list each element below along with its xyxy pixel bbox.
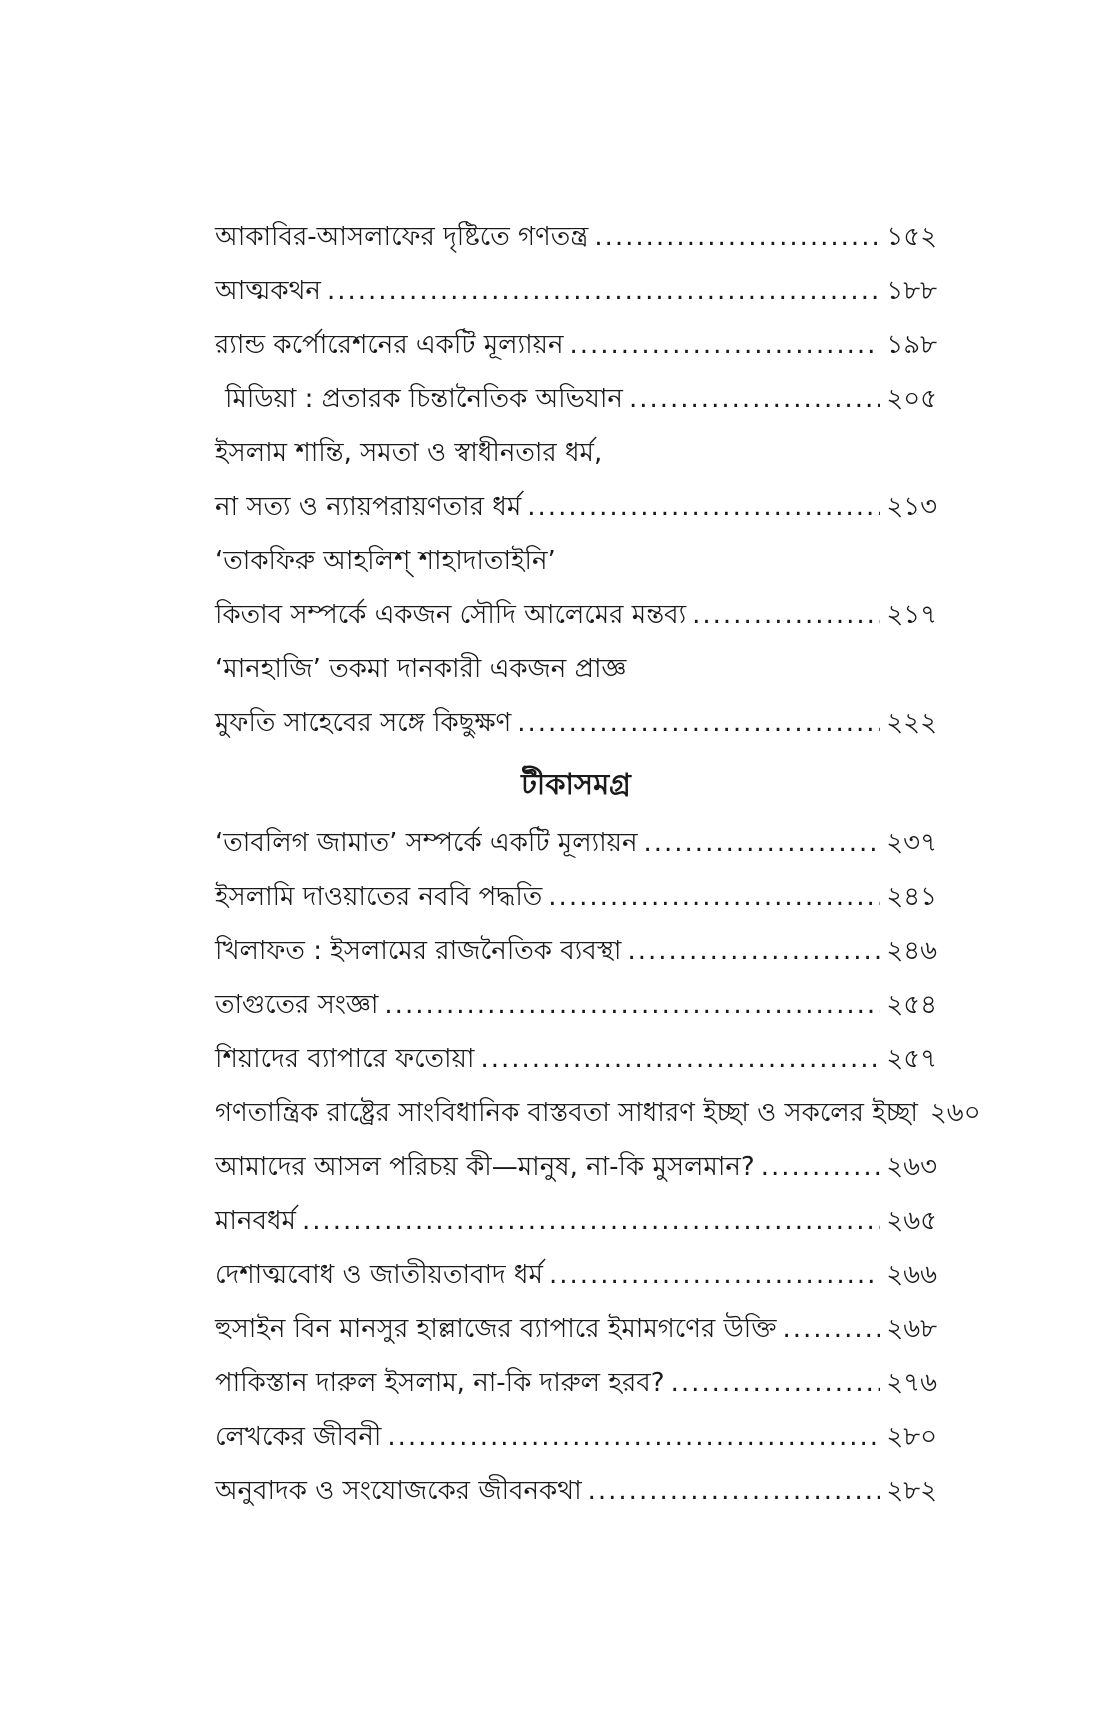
toc-entry	[215, 210, 937, 264]
toc-entry	[215, 696, 937, 750]
dot-leader	[549, 1248, 880, 1302]
toc-entry-title: র‍্যান্ড কর্পোরেশনের একটি মূল্যায়ন	[215, 330, 564, 360]
toc-entry-first-line	[215, 642, 937, 696]
dot-leader	[643, 816, 880, 870]
toc-entry-title: অনুবাদক ও সংযোজকের জীবনকথা	[215, 1476, 582, 1506]
dot-leader	[594, 210, 880, 264]
toc-entry	[215, 1464, 937, 1518]
toc-entry	[215, 978, 937, 1032]
toc-entry-page: ২৬৮	[886, 1314, 937, 1344]
toc-entry-page: ২০৫	[886, 384, 937, 414]
section-heading: টীকাসমগ্র	[521, 767, 631, 801]
dot-leader	[782, 1302, 880, 1356]
dot-leader	[480, 1032, 880, 1086]
toc-entry-page: ১৮৮	[886, 276, 937, 306]
toc-entry-page: ২৩৭	[886, 828, 937, 858]
toc-entry	[215, 1140, 937, 1194]
dot-leader	[671, 1356, 881, 1410]
toc-entry-page: ২৫৪	[886, 990, 937, 1020]
toc-entry	[215, 1032, 937, 1086]
dot-leader	[569, 318, 880, 372]
toc-entry	[215, 480, 937, 534]
toc-entry-title: ইসলাম শান্তি, সমতা ও স্বাধীনতার ধর্ম,	[215, 438, 603, 468]
toc-entry-page: ২৬৬	[886, 1260, 937, 1290]
toc-entry	[215, 1410, 937, 1464]
toc-entry	[215, 264, 937, 318]
toc-entry-title: শিয়াদের ব্যাপারে ফতোয়া	[215, 1044, 475, 1074]
dot-leader	[627, 924, 880, 978]
toc-entry	[215, 1356, 937, 1410]
toc-entry-title: মুফতি সাহেবের সঙ্গে কিছুক্ষণ	[215, 708, 512, 738]
dot-leader	[548, 870, 880, 924]
toc-entry-title: কিতাব সম্পর্কে একজন সৌদি আলেমের মন্তব্য	[215, 600, 687, 630]
dot-leader	[384, 978, 880, 1032]
toc-entry-page: ২৪৬	[886, 936, 937, 966]
toc-entry	[215, 372, 937, 426]
toc-entry-page: ২১৭	[886, 600, 937, 630]
toc-entry-page: ২২২	[886, 708, 937, 738]
toc-entry-page: ২৮০	[886, 1422, 937, 1452]
toc-entry-page: ২৭৬	[886, 1368, 937, 1398]
dot-leader	[327, 264, 880, 318]
toc-entry-page: ১৫২	[886, 222, 937, 252]
toc-entry-page: ২৪১	[886, 882, 937, 912]
dot-leader	[761, 1140, 881, 1194]
toc-entry-title: পাকিস্তান দারুল ইসলাম, না-কি দারুল হরব?	[215, 1368, 665, 1398]
toc-entry	[215, 318, 937, 372]
dot-leader	[527, 480, 880, 534]
toc-entry	[215, 1086, 981, 1140]
dot-leader	[517, 696, 880, 750]
toc-entry-page: ২৬৩	[886, 1152, 937, 1182]
toc-entry-title: আত্মকথন	[215, 276, 321, 306]
toc-entry-title: লেখকের জীবনী	[215, 1422, 382, 1452]
toc-entry-page: ২৮২	[886, 1476, 937, 1506]
toc-entry	[215, 1194, 937, 1248]
table-of-contents	[215, 210, 981, 1518]
toc-entry-first-line	[215, 426, 937, 480]
toc-entry	[215, 1302, 937, 1356]
toc-entry	[215, 870, 937, 924]
toc-entry-title: খিলাফত : ইসলামের রাজনৈতিক ব্যবস্থা	[215, 936, 622, 966]
toc-entry-page: ২৫৭	[886, 1044, 937, 1074]
dot-leader	[302, 1194, 880, 1248]
toc-entry-title: গণতান্ত্রিক রাষ্ট্রের সাংবিধানিক বাস্তবতা সাধারণ ইচ্ছা ও সকলের ইচ্ছা	[215, 1098, 918, 1128]
toc-entry-title: ইসলামি দাওয়াতের নববি পদ্ধতি	[215, 882, 543, 912]
dot-leader	[588, 1464, 881, 1518]
toc-entry	[215, 816, 937, 870]
toc-entry-title: আমাদের আসল পরিচয় কী—মানুষ, না-কি মুসলমান?	[215, 1152, 755, 1182]
toc-entry-page: ২১৩	[886, 492, 937, 522]
toc-entry-first-line	[215, 534, 937, 588]
dot-leader	[629, 372, 880, 426]
toc-entry-title: না সত্য ও ন্যায়পরায়ণতার ধর্ম	[215, 492, 522, 522]
toc-entry-page: ২৬০	[929, 1098, 981, 1128]
toc-entry-title: ‘তাকফিরু আহলিশ্ শাহাদাতাইনি’	[215, 546, 556, 576]
toc-entry-title: ‘তাবলিগ জামাত’ সম্পর্কে একটি মূল্যায়ন	[215, 828, 638, 858]
dot-leader	[692, 588, 880, 642]
toc-entry-title: মিডিয়া : প্রতারক চিন্তানৈতিক অভিযান	[225, 384, 623, 414]
toc-entry-title: দেশাত্মবোধ ও জাতীয়তাবাদ ধর্ম	[215, 1260, 543, 1290]
toc-entry-page: ২৬৫	[886, 1206, 937, 1236]
toc-entry-page: ১৯৮	[886, 330, 937, 360]
toc-entry-title: হুসাইন বিন মানসুর হাল্লাজের ব্যাপারে ইমামগণের উক্তি	[215, 1314, 777, 1344]
toc-entry-title: ‘মানহাজি’ তকমা দানকারী একজন প্রাজ্ঞ	[215, 654, 627, 684]
toc-entry-title: মানবধর্ম	[215, 1206, 296, 1236]
toc-entry-title: তাগুতের সংজ্ঞা	[215, 990, 379, 1020]
toc-entry	[215, 1248, 937, 1302]
toc-entry	[215, 924, 937, 978]
dot-leader	[387, 1410, 880, 1464]
toc-entry	[215, 588, 937, 642]
toc-entry-title: আকাবির-আসলাফের দৃষ্টিতে গণতন্ত্র	[215, 222, 589, 252]
